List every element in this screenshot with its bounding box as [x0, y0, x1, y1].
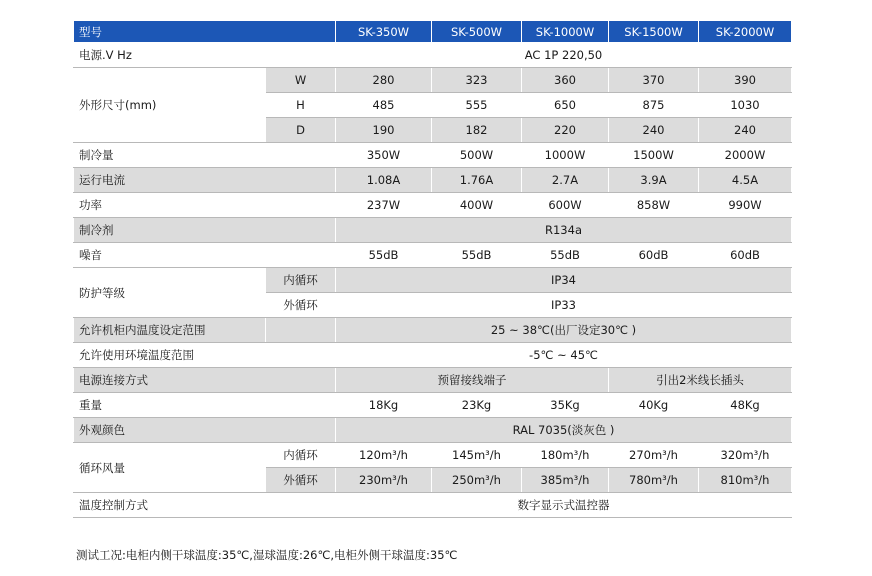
table-cell: 810m³/h — [699, 468, 792, 493]
cooling-row — [74, 143, 792, 168]
table-cell: 250m³/h — [432, 468, 522, 493]
table-cell: 385m³/h — [522, 468, 609, 493]
row-label: 制冷量 — [74, 143, 336, 168]
ambient-temp-value: -5℃ ~ 45℃ — [336, 343, 792, 368]
table-cell: 390 — [699, 68, 792, 93]
spec-table-container — [73, 20, 791, 518]
model-label: 型号 — [74, 21, 336, 43]
cabinet-temp-value: 25 ~ 38℃(出厂设定30℃ ) — [336, 318, 792, 343]
refrigerant-row — [74, 218, 792, 243]
dimension-row-w — [74, 68, 792, 93]
header-row — [74, 21, 792, 43]
protection-outer-value: IP33 — [336, 293, 792, 318]
airflow-row-inner — [74, 443, 792, 468]
dimension-key: D — [266, 118, 336, 143]
table-cell: 323 — [432, 68, 522, 93]
ambient-temp-row — [74, 343, 792, 368]
table-cell: 400W — [432, 193, 522, 218]
test-conditions-note: 测试工况:电柜内侧干球温度:35℃,湿球温度:26℃,电柜外侧干球温度:35℃ — [76, 548, 458, 562]
table-cell: 60dB — [699, 243, 792, 268]
row-label: 外观颜色 — [74, 418, 336, 443]
color-row — [74, 418, 792, 443]
table-cell: 270m³/h — [609, 443, 699, 468]
dimension-key: H — [266, 93, 336, 118]
model-name: SK-1500W — [609, 21, 699, 43]
table-cell: 237W — [336, 193, 432, 218]
dimension-key: W — [266, 68, 336, 93]
table-cell: 18Kg — [336, 393, 432, 418]
model-name: SK-500W — [432, 21, 522, 43]
weight-row — [74, 393, 792, 418]
table-cell: 2.7A — [522, 168, 609, 193]
table-cell: 55dB — [336, 243, 432, 268]
table-cell: 240 — [609, 118, 699, 143]
table-cell: 60dB — [609, 243, 699, 268]
table-cell: 990W — [699, 193, 792, 218]
model-name: SK-350W — [336, 21, 432, 43]
table-cell: 858W — [609, 193, 699, 218]
refrigerant-value: R134a — [336, 218, 792, 243]
table-cell: 1500W — [609, 143, 699, 168]
table-cell: 485 — [336, 93, 432, 118]
table-cell: 120m³/h — [336, 443, 432, 468]
table-cell: 145m³/h — [432, 443, 522, 468]
table-cell: 48Kg — [699, 393, 792, 418]
table-cell: 220 — [522, 118, 609, 143]
connection-row — [74, 368, 792, 393]
connection-right-value: 引出2米线长插头 — [609, 368, 792, 393]
spec-table — [73, 20, 792, 518]
table-cell: 1.76A — [432, 168, 522, 193]
empty-cell — [266, 318, 336, 343]
table-cell: 182 — [432, 118, 522, 143]
power-supply-row — [74, 43, 792, 68]
row-label: 功率 — [74, 193, 336, 218]
row-label: 温度控制方式 — [74, 493, 336, 518]
row-label: 允许使用环境温度范围 — [74, 343, 336, 368]
row-label: 重量 — [74, 393, 336, 418]
row-label: 允许机柜内温度设定范围 — [74, 318, 266, 343]
table-cell: 23Kg — [432, 393, 522, 418]
table-cell: 600W — [522, 193, 609, 218]
connection-left-value: 预留接线端子 — [336, 368, 609, 393]
table-cell: 190 — [336, 118, 432, 143]
row-label: 外形尺寸(mm) — [74, 68, 266, 143]
row-label: 防护等级 — [74, 268, 266, 318]
table-cell: 55dB — [522, 243, 609, 268]
row-label: 运行电流 — [74, 168, 336, 193]
table-cell: 1000W — [522, 143, 609, 168]
table-cell: 280 — [336, 68, 432, 93]
row-label: 噪音 — [74, 243, 336, 268]
current-row — [74, 168, 792, 193]
table-cell: 875 — [609, 93, 699, 118]
color-value: RAL 7035(淡灰色 ) — [336, 418, 792, 443]
cabinet-temp-row — [74, 318, 792, 343]
protection-row-inner — [74, 268, 792, 293]
row-label: 制冷剂 — [74, 218, 336, 243]
table-cell: 4.5A — [699, 168, 792, 193]
model-name: SK-2000W — [699, 21, 792, 43]
table-cell: 500W — [432, 143, 522, 168]
protection-inner-value: IP34 — [336, 268, 792, 293]
table-cell: 555 — [432, 93, 522, 118]
table-cell: 320m³/h — [699, 443, 792, 468]
row-label: 电源.V Hz — [74, 43, 336, 68]
table-cell: 780m³/h — [609, 468, 699, 493]
temp-control-value: 数字显示式温控器 — [336, 493, 792, 518]
row-label: 电源连接方式 — [74, 368, 336, 393]
sub-label: 外循环 — [266, 293, 336, 318]
model-name: SK-1000W — [522, 21, 609, 43]
table-cell: 230m³/h — [336, 468, 432, 493]
table-cell: 40Kg — [609, 393, 699, 418]
table-cell: 650 — [522, 93, 609, 118]
table-cell: 240 — [699, 118, 792, 143]
noise-row — [74, 243, 792, 268]
table-cell: 2000W — [699, 143, 792, 168]
temp-control-row — [74, 493, 792, 518]
table-cell: 1.08A — [336, 168, 432, 193]
sub-label: 内循环 — [266, 443, 336, 468]
table-cell: 360 — [522, 68, 609, 93]
table-cell: 3.9A — [609, 168, 699, 193]
table-cell: 180m³/h — [522, 443, 609, 468]
sub-label: 内循环 — [266, 268, 336, 293]
power-row — [74, 193, 792, 218]
table-cell: 1030 — [699, 93, 792, 118]
sub-label: 外循环 — [266, 468, 336, 493]
row-label: 循环风量 — [74, 443, 266, 493]
table-cell: 55dB — [432, 243, 522, 268]
table-cell: 370 — [609, 68, 699, 93]
table-cell: 350W — [336, 143, 432, 168]
table-cell: 35Kg — [522, 393, 609, 418]
power-supply-value: AC 1P 220,50 — [336, 43, 792, 68]
